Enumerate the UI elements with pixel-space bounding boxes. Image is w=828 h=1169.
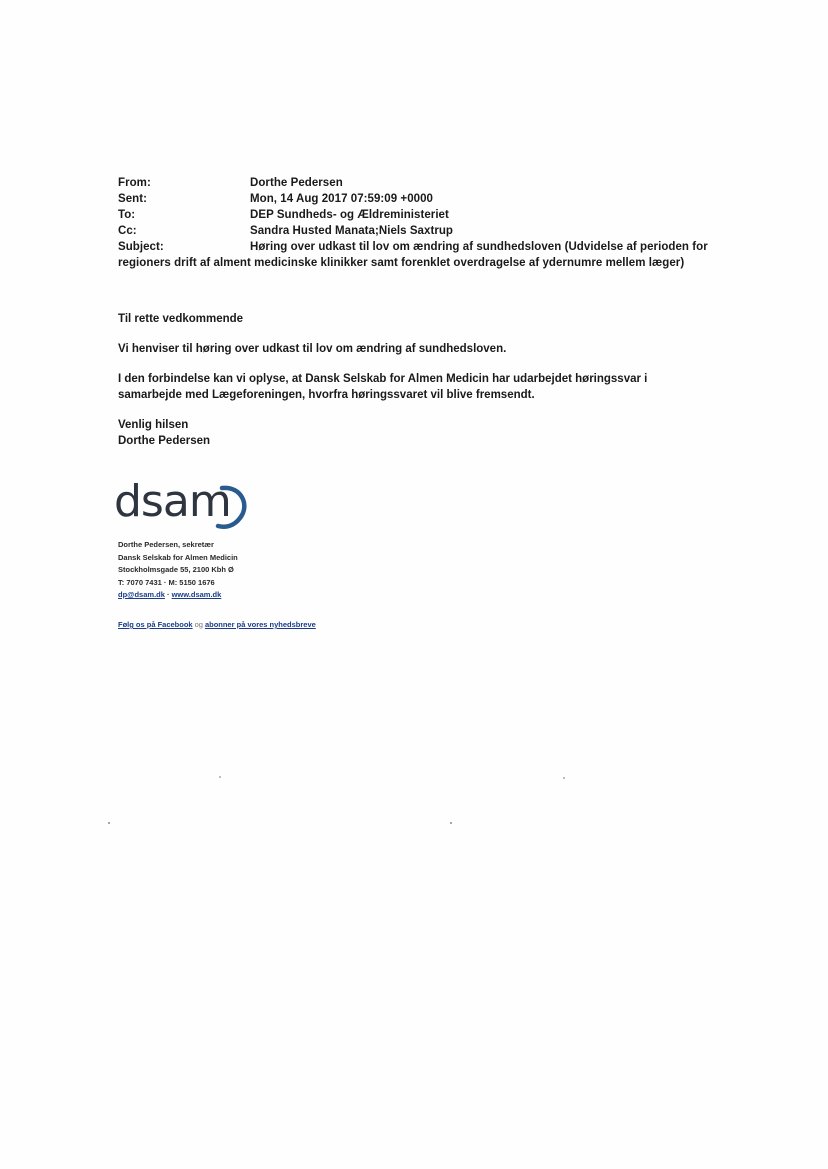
- logo-wordmark: dsam: [114, 476, 231, 527]
- email-header: [118, 175, 718, 271]
- og-text: og: [194, 620, 203, 629]
- body-paragraph-2: [118, 371, 718, 403]
- cc-row: [118, 223, 718, 239]
- closing-greeting: Venlig hilsen: [118, 419, 189, 431]
- subject-label: Subject:: [118, 241, 164, 253]
- from-row: [118, 175, 718, 191]
- signature-address: Stockholmsgade 55, 2100 Kbh Ø: [118, 565, 234, 574]
- sent-label: Sent:: [118, 193, 147, 205]
- scan-speck: [219, 776, 221, 778]
- to-label: To:: [118, 209, 136, 221]
- closing: [118, 417, 718, 449]
- from-label: From:: [118, 177, 151, 189]
- to-value: DEP Sundheds- og Ældreministeriet: [250, 209, 449, 221]
- cc-value: Sandra Husted Manata;Niels Saxtrup: [250, 225, 454, 237]
- to-row: [118, 207, 718, 223]
- facebook-link[interactable]: Følg os på Facebook: [118, 620, 193, 629]
- signature-phone: T: 7070 7431 · M: 5150 1676: [118, 577, 215, 587]
- greeting: Til rette vedkommende: [118, 313, 244, 325]
- body-paragraph-1: Vi henviser til høring over udkast til lov om ændring af sundhedsloven.: [118, 343, 507, 355]
- sent-value: Mon, 14 Aug 2017 07:59:09 +0000: [250, 193, 433, 205]
- website-link[interactable]: www.dsam.dk: [171, 590, 222, 599]
- from-value: Dorthe Pedersen: [250, 177, 343, 189]
- sent-row: [118, 191, 718, 207]
- scan-speck: [563, 777, 565, 779]
- subject-row: [118, 239, 718, 255]
- signature-links: [118, 589, 238, 602]
- closing-name: Dorthe Pedersen: [118, 435, 211, 447]
- social-line: [118, 620, 316, 629]
- cc-label: Cc:: [118, 225, 137, 237]
- logo-arc-icon: [114, 476, 254, 532]
- newsletter-link[interactable]: abonner på vores nyhedsbreve: [204, 620, 316, 629]
- signature-block: [118, 539, 238, 602]
- email-body: [118, 311, 718, 449]
- body-paragraph-2-line2: samarbejde med Lægeforeningen, hvorfra høringssvaret vil blive fremsendt.: [118, 389, 535, 401]
- dsam-logo: [114, 476, 254, 532]
- subject-value-line1: Høring over udkast til lov om ændring af sundhedsloven (Udvidelse af perioden for: [250, 241, 708, 253]
- scan-speck: [108, 822, 110, 824]
- signature-org: Dansk Selskab for Almen Medicin: [118, 552, 238, 562]
- subject-value-line2: regioners drift af alment medicinske klinikker samt forenklet overdragelse af ydernumre mellem læger): [118, 257, 685, 269]
- link-separator: ·: [164, 590, 172, 599]
- body-paragraph-2-line1: I den forbindelse kan vi oplyse, at Dansk Selskab for Almen Medicin har udarbejdet høringssvar i: [118, 373, 648, 385]
- scan-speck: [450, 822, 452, 824]
- signature-name-title: Dorthe Pedersen, sekretær: [118, 540, 214, 549]
- email-link[interactable]: dp@dsam.dk: [118, 590, 165, 599]
